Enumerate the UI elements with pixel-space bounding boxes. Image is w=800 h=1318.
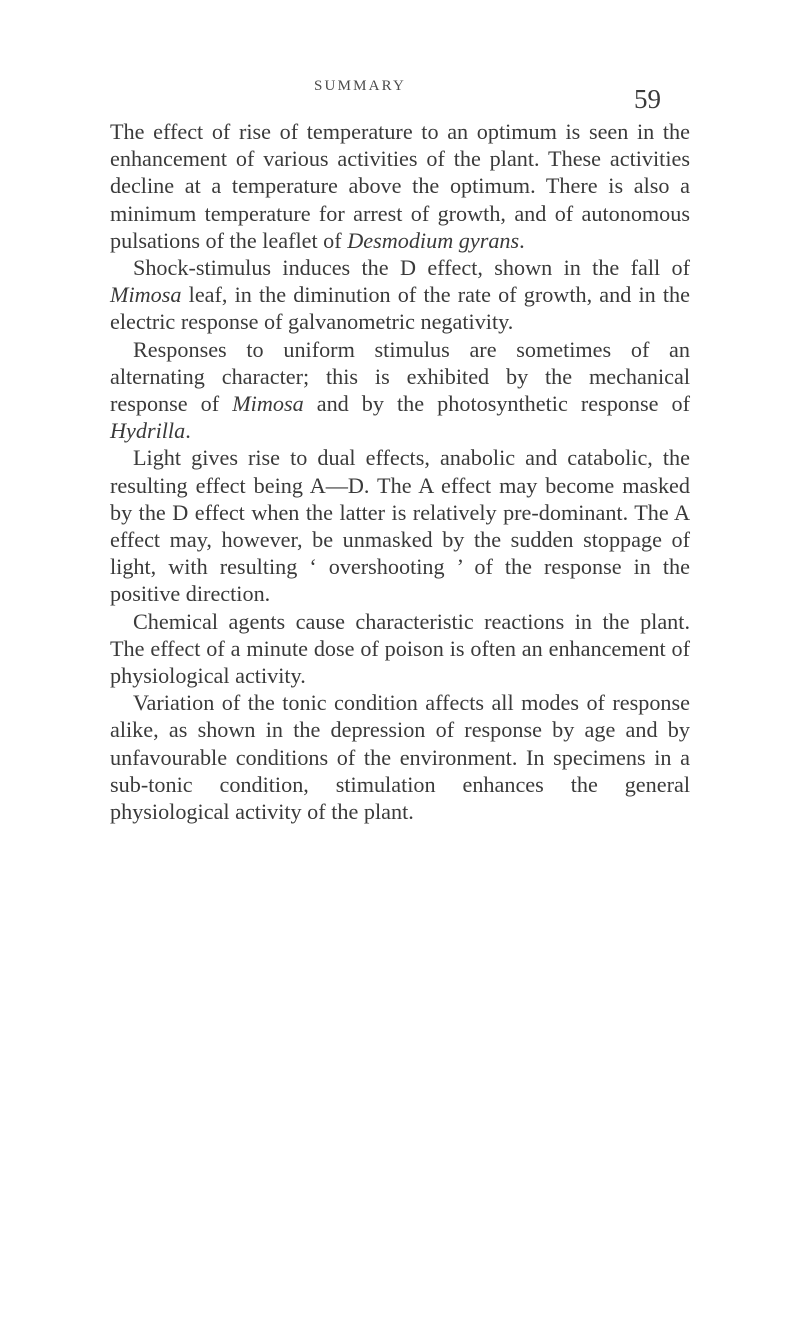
paragraph-temperature bbox=[110, 118, 690, 254]
italic-term: Hydrilla bbox=[110, 418, 186, 444]
text-run: Shock-stimulus induces the D effect, shown in the fall of bbox=[133, 255, 690, 281]
italic-term: Mimosa bbox=[110, 282, 182, 308]
paragraph-light-effects bbox=[110, 444, 690, 607]
text-run: . bbox=[185, 418, 191, 444]
paragraph-tonic-condition bbox=[110, 689, 690, 825]
text-run: Variation of the tonic condition affects all modes of response alike, as shown in the depression of response by age and by unfavourable conditions of the environment. In specimens in a sub-tonic condition, stimulation enhances the general physiological activity of the plant. bbox=[110, 690, 690, 825]
italic-term: Mimosa bbox=[232, 391, 304, 417]
text-run: The effect of rise of temperature to an optimum is seen in the enhancement of various activities of the plant. These activities decline at a temperature above the optimum. There is also a minimum temperature for arrest of growth, and of autonomous pulsations of the leaflet of bbox=[110, 119, 690, 253]
page-number: 59 bbox=[634, 84, 661, 114]
text-run: Responses to uniform stimulus are sometimes of an alternating character; this is exhibited by the mechanical response of bbox=[110, 336, 690, 417]
text-run: and by the photosynthetic response of bbox=[303, 391, 690, 417]
italic-term: Desmodium gyrans bbox=[347, 227, 520, 253]
page-header bbox=[0, 78, 800, 118]
paragraph-alternating-response bbox=[110, 336, 690, 445]
body-text bbox=[110, 118, 690, 825]
text-run: . bbox=[519, 227, 525, 253]
paragraph-chemical-agents bbox=[110, 608, 690, 690]
running-head: SUMMARY bbox=[314, 78, 407, 94]
text-run: Light gives rise to dual effects, anabolic and catabolic, the resulting effect being A—D. The A effect may become masked by the D effect when the latter is relatively pre-dominant. The A effect may, however, be unmasked by the sudden stoppage of light, with resulting ‘ overshooting ’ of the response in the positive direction. bbox=[110, 445, 690, 607]
text-run: Chemical agents cause characteristic reactions in the plant. The effect of a minute dose of poison is often an enhancement of physiological activity. bbox=[110, 608, 690, 689]
text-run: leaf, in the diminution of the rate of growth, and in the electric response of galvanometric negativity. bbox=[110, 282, 690, 335]
paragraph-shock-stimulus bbox=[110, 254, 690, 336]
